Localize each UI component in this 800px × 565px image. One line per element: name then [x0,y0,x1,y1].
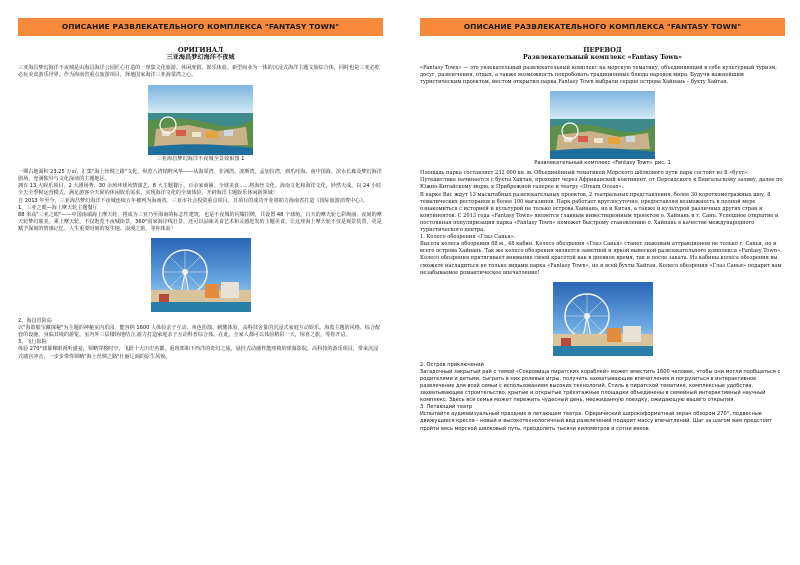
left-paragraph: 体验 270°球幕裸眼视听盛宴，领略穿梭时空、飞跃十大历史名都，重现郑和下西洋的奇幻之旅。悬挂式动感性能座椅的球幕影院，高科技的游乐项目，带来沉浸式感官冲击，一步步带你领略"海上丝绸之路"壮丽辽阔的原生风貌。 [18,346,379,360]
right-aerial-image [550,91,655,159]
right-intro: «Fantasy Town» — это увлекательный развлекательный комплекс на морскую тематику, объединяющий в себе культурный туризм, досуг, развлечения, отдых, а также возможность попробовать традиционные блюда народов мира. Будучи важнейшим туристическим проектом, местом открытия парка Fantasy Town выбрали сердце острова Хайнань – бухту Хайтан. [420,65,777,86]
right-paragraph: Высота колеса обозрения 88 м., 48 кабин. Колесо обозрения «Глаз Санья» станет знаковым аттракционом не только г. Санья, но и всего острова Хайнань. Так же колесо обозрения является заметной и яркой вывеской развлекательного комплекса «Fantasy Town». Колесо обозрения притягивает внимание своей красотой как в дневное время, так и после заката. Из кабины колеса обозрения вы сможете насладиться не только видами парка «Fantasy Town», но и всей бухты Хайтан. Колесо обозрения «Глаз Санья» подарит вам незабываемое романтическое впечатление! [420,241,782,276]
left-paragraph: 88 米高"三亚之眼"——中国南端海上摩天轮，将成为三亚乃至海南的标志性建筑，也是不夜城的闪耀招牌，共设置 48 个球舱。白天的摩天轮七彩绚丽，夜间的摩天轮梦幻璀美。乘上摩天轮，不仅饱览不夜城街景、360°国家海岸线壮景，还可以品味美食艺术和灵感迸发的主题美食，让这座海上摩天轮不仅是观景装置，更是赋予深刻的情感记忆、人生重要时刻的发生地、浪漫之旅，等你体验！ [18,211,382,232]
right-section-title: 2. Остров приключений [420,361,484,368]
left-section-title: 2、海昌冒险岛 [18,318,52,325]
right-heading: ПЕРЕВОД [583,46,622,54]
left-aerial-image [148,85,253,155]
right-figure-caption: Развлекательный комплекс «Fantasy Town» рис. 1 [534,160,671,167]
original-page [18,18,383,558]
left-paragraph: 拥有 13 大娱乐项目，2 大剧场秀、30 余场环球风情演艺、8 大主题餐厅、百余家商铺、全球美食……将海丝文化、海南文化和海洋文化，妙然天成。以 24 小时全天全季候运营模式，满足游客全天候的休闲娱乐需求，实现海洋文化的全域体验，开辟海洋主题娱乐休闲新领域！ [18,183,382,197]
right-paragraph: В парке Вас ждут 13 масштабных развлекательных проектов, 2 театральных представления, более 30 короткометражных шоу, 8 тематических ресторанов и более 100 магазинов. Парк работает круглосуточно, предоставляя возможность в полной мере ознакомиться с историей и культурой не только острова Хайнань, но и Китая, а также и культурой различных других стран и континентов. С 2013 года «Fantasy Town» является главным инвестиционным проектом о. Хайнань и г. Санъ. Успешное открытие и постоянная популяризация парка «Fantasy Town» поможет быстрому становлению о. Хайнань в качестве международного туристического центра. [420,191,779,234]
right-paragraph: Площадь парка составляет 232 000 кв. м. Объединённый тематикой Морского шёлкового пути парк состоит из 8 «бухт»: Путешествие начинается с бухты Хайтан, проходит через Африканский континент, от Персидского к Бенгальскому заливу, далее по Южно-Китайскому морю, к Прибрежной галерее и театру «Dream Ocean». [420,170,783,191]
right-section-title: 1. Колесо обозрения «Глаз Санья». [420,234,516,241]
left-ferris-wheel-image [151,238,251,312]
right-paragraph: Загадочный закрытый рай с темой «Сокровища пиратских кораблей» может вместить 1600 человек, чтобы они могли пообщаться с родителями и детьми, сыграть в них ролевые игры, получить захватывающие впечатления и погрузиться в интерактивное развлечение для всей семьи с использованием высоких технологий. Стиль в пиратской тематике, комплексные удобства, захватывающее строительство, крытые и открытые трёхэтажные площадки объединены в семейный интерактивный научный комплекс. Здесь вся семья может пережить чудесный день, неожиданную поездку, ожидающую вашего открытия. [420,368,781,404]
left-figure-caption: 三亚海昌梦幻海洋不夜城全景效果图 1 [156,156,245,163]
right-section-title: 3. Летающий театр [420,404,473,411]
left-intro: 三亚海昌梦幻海洋不夜城是由海昌海洋公园匠心打造的一座集文化旅游、休闲度假、娱乐体验、新型商业为一体的沉浸式海洋主题文旅综合体，同时也是三亚必吃必玩美食游乐世界。作为海南省重点旅游项目，择地国家海洋三亚海棠湾之心。 [18,65,380,79]
left-section-title: 1、三亚之眼—海上摩天轮主题餐厅 [18,204,98,211]
translation-page [420,18,785,558]
right-paragraph: Испытайте аудиовизуальный праздник в летающем театре. Сферический широкоформатный экран обзором 270°, подвесные движущиеся кресла - новый и высокотехнологичный вид развлечений подарит массу впечатлений. Шаг за шагом вам предстоит пройти весь морской шелковый путь, преодолеть тысячи километров и сотни веков. [420,411,773,432]
right-banner: ОПИСАНИЕ РАЗВЛЕКАТЕЛЬНОГО КОМПЛЕКСА "FANTASY TOWN" [420,18,785,36]
right-ferris-wheel-image [553,282,653,356]
left-subheading: 三亚海昌梦幻海洋不夜城 [166,54,235,61]
left-paragraph: 自 2013 年至今，三亚海昌梦幻海洋不夜城连续五年被列为海南省、三亚市社会投资重点项目，且项目的成功开业将助力海南省打造《国际旅游消费中心》。 [18,197,368,204]
left-paragraph: 一期占地面积 23.25 万㎡，汇集"海上丝绸之路"文化，纵览八湾梢粹风华——从海棠湾、非洲湾、波斯湾、孟加拉湾，到爪哇海、南中国海、滨水长廊及梦幻海洋剧场，充满独异与文化深读的主题地区。 [18,169,382,183]
left-heading: ОРИГИНАЛ [177,46,224,54]
left-section-title: 3、飞行影院 [18,339,47,346]
left-paragraph: 以"海盗船宝藏探秘"为主题的神秘室内乐园，能容纳 1600 人体验亲子互动、角色扮演、刺激体验，高科技舍量的沉浸式家庭互动娱乐。海盗主题的风格、综合配套的设施，身临其境的游览，室内外三层楼场地结合,游力打造家庭亲子互动科普综合体。在此，全家人都可以体验精彩一天，惊喜之旅，等你开启。 [18,325,381,339]
left-banner: ОПИСАНИЕ РАЗВЛЕКАТЕЛЬНОГО КОМПЛЕКСА "FANTASY TOWN" [18,18,383,36]
right-subheading: Развлекательный комплекс «Fantasy Town» [523,54,682,61]
